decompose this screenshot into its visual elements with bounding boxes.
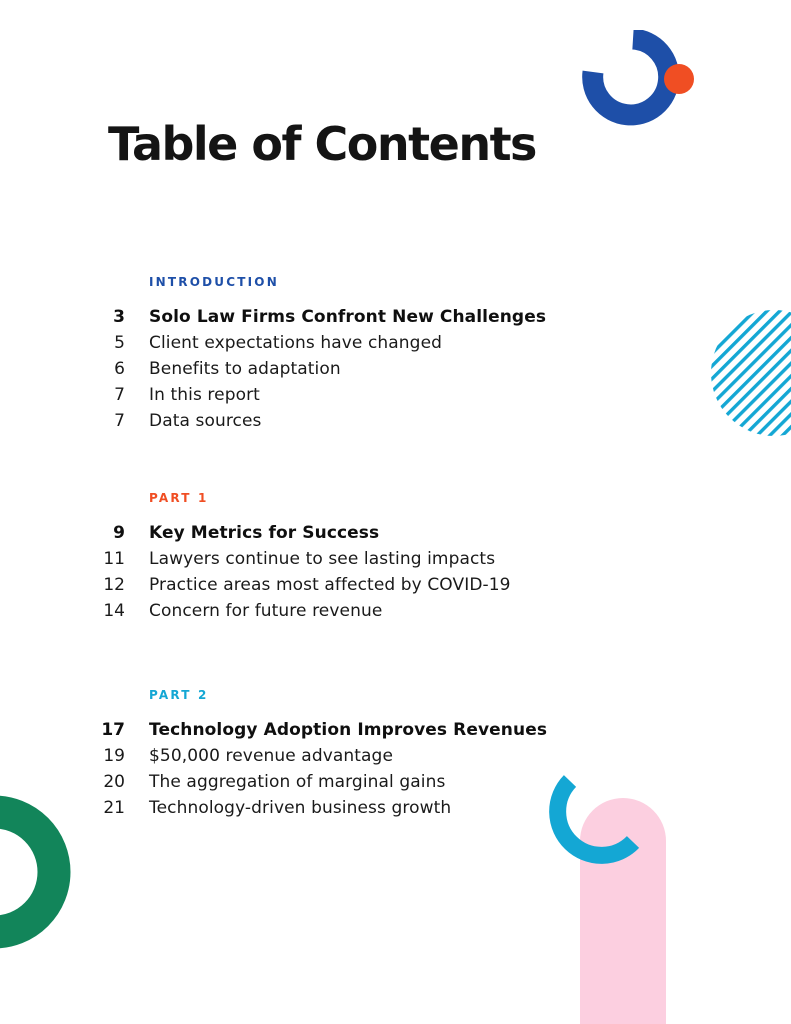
toc-entry[interactable] <box>0 304 560 330</box>
entry-title: Technology-driven business growth <box>149 798 452 818</box>
toc-entry[interactable] <box>0 546 560 572</box>
entry-title: Data sources <box>149 411 262 431</box>
entry-title: Concern for future revenue <box>149 601 383 621</box>
cyan-arc-decoration <box>544 768 648 868</box>
page-number: 5 <box>114 333 125 353</box>
page-number: 12 <box>103 575 125 595</box>
entry-title: Client expectations have changed <box>149 333 443 353</box>
blue-ring-decoration <box>580 30 700 130</box>
entry-title: Solo Law Firms Confront New Challenges <box>149 307 547 327</box>
page-number: 19 <box>103 746 125 766</box>
entry-title: Benefits to adaptation <box>149 359 341 379</box>
toc-entry[interactable] <box>0 356 560 382</box>
toc-entry[interactable] <box>0 769 560 795</box>
striped-circle-decoration <box>706 306 791 438</box>
orange-dot-decoration <box>664 64 694 94</box>
toc-entry[interactable] <box>0 795 560 821</box>
toc-entry[interactable] <box>0 717 560 743</box>
toc-entry[interactable] <box>0 743 560 769</box>
page-number: 3 <box>113 307 125 327</box>
page-number: 21 <box>103 798 125 818</box>
entry-title: Practice areas most affected by COVID-19 <box>149 575 511 595</box>
section-label: PART 2 <box>149 688 209 702</box>
page-title: Table of Contents <box>108 117 536 171</box>
page-number: 7 <box>114 411 125 431</box>
page-number: 11 <box>103 549 125 569</box>
section-label: PART 1 <box>149 491 209 505</box>
entry-title: Technology Adoption Improves Revenues <box>149 720 548 740</box>
toc-entry[interactable] <box>0 408 560 434</box>
toc-entry[interactable] <box>0 382 560 408</box>
page-number: 14 <box>103 601 125 621</box>
toc-entry[interactable] <box>0 572 560 598</box>
entry-title: $50,000 revenue advantage <box>149 746 394 766</box>
page-number: 9 <box>113 523 125 543</box>
page-number: 20 <box>103 772 125 792</box>
entry-title: In this report <box>149 385 260 405</box>
entry-title: The aggregation of marginal gains <box>149 772 446 792</box>
toc-entry[interactable] <box>0 598 560 624</box>
page-number: 7 <box>114 385 125 405</box>
section-label: INTRODUCTION <box>149 275 279 289</box>
green-ring-decoration <box>0 793 72 951</box>
toc-entry[interactable] <box>0 520 560 546</box>
page-number: 17 <box>101 720 125 740</box>
page-number: 6 <box>114 359 125 379</box>
entry-title: Lawyers continue to see lasting impacts <box>149 549 496 569</box>
toc-entry[interactable] <box>0 330 560 356</box>
entry-title: Key Metrics for Success <box>149 523 380 543</box>
